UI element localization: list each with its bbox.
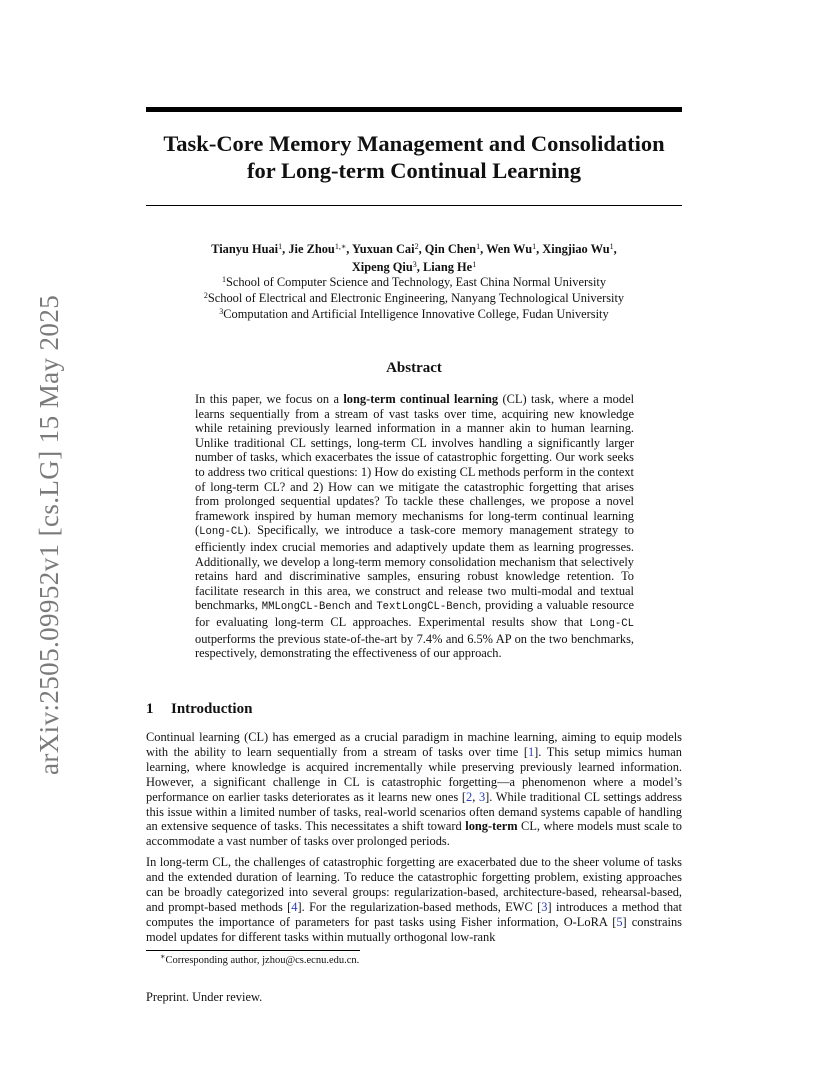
section-number: 1 [146,701,154,717]
title-line-2: for Long-term Continual Learning [247,158,581,183]
method-name: Long-CL [589,617,634,630]
citation-link[interactable]: 5 [616,914,623,929]
paragraph-text: ]. This setup mimics human learning, where knowledge is acquired incrementally while preserving previously learned information. However, a significant challenge in CL is catastrophic forgetting—a phenomenon where a model’s performance on earlier tasks deteriorates as it learns new ones [ [146,744,682,804]
citation-separator: , [472,789,479,804]
author-affil-sup: 1 [532,242,537,251]
affiliation-sup: 3 [219,307,224,316]
affiliation-list [146,274,682,322]
author-affil-sup: 1 [476,242,481,251]
affiliation [146,290,682,306]
paper-title [146,130,682,184]
title-bottom-rule [146,205,682,206]
footnote-text: Corresponding author, jzhou@cs.ecnu.edu.cn. [165,955,360,966]
author-name: Yuxuan Cai [352,242,415,256]
paragraph-text: ]. While traditional CL settings address this issue within a limited number of tasks, real-world scenarios often demand systems capable of handling an extensive sequence of tasks. This necessitates a shift toward [146,789,682,834]
citation-link[interactable]: 3 [541,899,548,914]
author-name: Xingjiao Wu [542,242,610,256]
author-name: Xipeng Qiu [351,260,413,274]
citation-link[interactable]: 4 [291,899,298,914]
abstract-text: (CL) task, where a model learns sequentially from a stream of vast tasks over time, acquiring new knowledge while retaining previously learned information in a manner akin to human learning. Unlike traditional CL settings, long-term CL involves handling a significantly larger number of tasks, which exacerbates the issue of catastrophic forgetting. Our work seeks to address two critical questions: 1) How do existing CL methods perform in the context of long-term CL? and 2) How can we mitigate the catastrophic forgetting that arises from prolonged sequential updates? To tackle these challenges, we propose a novel framework inspired by human memory mechanisms for long-term continual learning ( [195,392,635,538]
author-affil-sup: 1 [609,242,614,251]
citation-link[interactable]: 2 [465,789,473,804]
method-name: Long-CL [199,526,244,539]
affiliation-text: Computation and Artificial Intelligence Innovative College, Fudan University [223,307,609,321]
title-line-1: Task-Core Memory Management and Consolidation [163,131,665,156]
affiliation [146,306,682,322]
abstract-body [195,392,634,661]
paragraph-emphasis: long-term [465,819,518,834]
author-list: Tianyu Huai$^1$, Jie Zhou$^{1,∗}$, Yuxuan Cai$^2$, Qin Chen$^1$, Wen Wu$^1$, Xingjiao Wu$^1$, Xipeng Qiu$^3$, Liang He$^1$ [211,242,617,274]
abstract-text: , providing a valuable resource for evaluating long-term CL approaches. Experimental results show that [195,598,634,629]
abstract-text: and [350,598,377,613]
author-affil-sup: 1 [278,242,283,251]
section-title: Introduction [171,701,253,717]
citation-link[interactable]: 3 [478,789,486,804]
abstract-heading: Abstract [386,360,442,376]
abstract-text: In this paper, we focus on a [195,392,344,406]
author-name: Jie Zhou [288,242,335,256]
title-top-rule [146,107,682,112]
affiliation-sup: 1 [221,275,226,284]
author-affil-sup: 1,∗ [334,242,347,251]
affiliation-text: School of Electrical and Electronic Engineering, Nanyang Technological University [207,291,625,305]
affiliation-text: School of Computer Science and Technology, East China Normal University [225,275,607,289]
section-heading [146,701,252,718]
author-name: Tianyu Huai [211,242,279,256]
paragraph-text: ] introduces a method that computes the importance of parameters for past tasks using Fisher information, O-LoRA [ [146,899,682,929]
author-name: Wen Wu [486,242,533,256]
intro-paragraph-1 [146,730,682,849]
arxiv-identifier: arXiv:2505.09952v1 [cs.LG] 15 May 2025 [34,294,64,775]
paragraph-text: ]. For the regularization-based methods, EWC [ [297,899,542,914]
benchmark-name: MMLongCL-Bench [261,601,351,614]
author-affil-sup: 3 [412,260,417,269]
affiliation [146,274,682,290]
intro-paragraph-2 [146,855,682,944]
paragraph-text: In long-term CL, the challenges of catastrophic forgetting are exacerbated due to the sheer volume of tasks and the extended duration of learning. To reduce the catastrophic forgetting problem, existing approaches can be broadly categorized into several groups: regularization-based, architecture-based, rehearsal-based, and prompt-based methods [ [146,855,682,914]
abstract-text: outperforms the previous state-of-the-art by 7.4% and 6.5% AP on the two benchmarks, respectively, demonstrating the effectiveness of our approach. [195,631,634,661]
paragraph-text: ] constrains model updates for different tasks within mutually orthogonal low-rank [146,914,682,944]
citation-link[interactable]: 1 [527,744,535,759]
author-affil-sup: 1 [472,260,477,269]
page-footer: Preprint. Under review. [146,990,263,1004]
benchmark-name: TextLongCL-Bench [376,601,479,614]
abstract-text: ). Specifically, we introduce a task-core memory management strategy to efficiently index crucial memories and adaptively update them as learning progresses. Additionally, we develop a long-term memory consolidation mechanism that selectively retains hard and discriminative samples, ensuring robust knowledge retention. To facilitate research in this area, we construct and release two multi-modal and textual benchmarks, [195,523,634,613]
paragraph-text: CL, where models must scale to accommodate a vast number of tasks over prolonged periods. [146,819,683,849]
author-affil-sup: 2 [414,242,419,251]
affiliation-sup: 2 [203,291,208,300]
author-name: Qin Chen [424,242,477,256]
footnote-marker: ∗ [160,952,166,961]
footnote-rule [146,950,360,951]
abstract-emphasis: long-term continual learning [343,392,499,406]
footnote [160,952,360,966]
paragraph-text: Continual learning (CL) has emerged as a crucial paradigm in machine learning, aiming to equip models with the ability to learn sequentially from a stream of tasks over time [ [146,730,682,759]
author-name: Liang He [422,260,473,274]
